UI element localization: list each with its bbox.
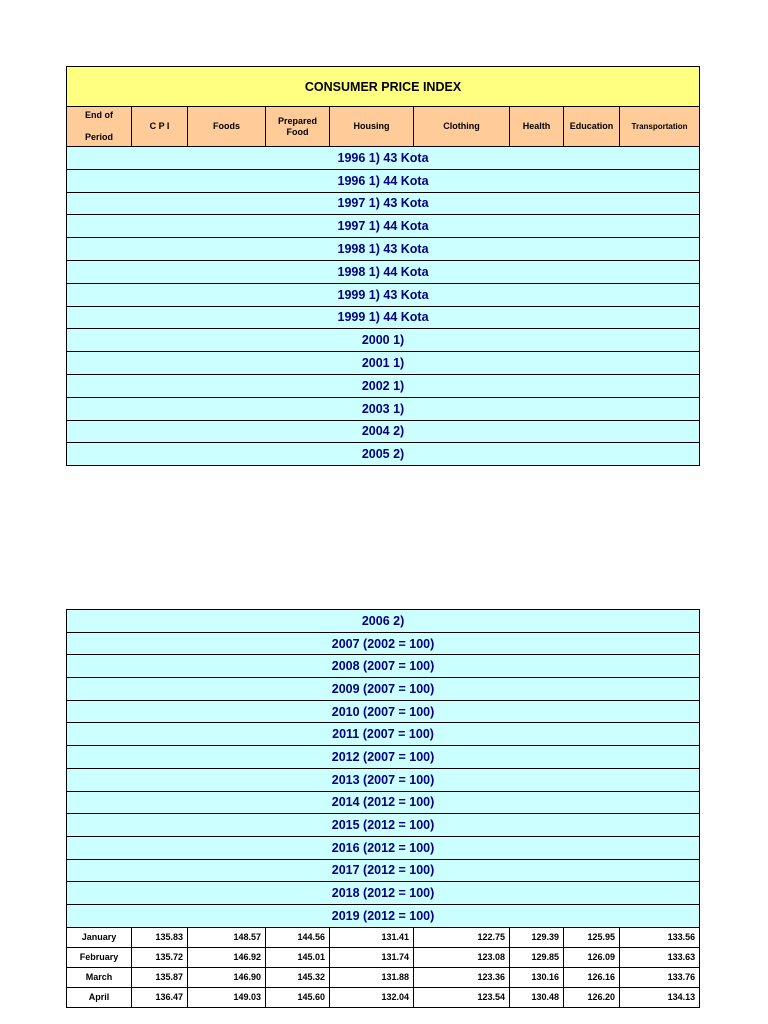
header-education: Education xyxy=(564,107,620,147)
period-row xyxy=(67,329,700,352)
cell-transportation: 133.56 xyxy=(620,927,700,947)
cpi-table-bottom xyxy=(66,609,700,1008)
cell-foods: 146.92 xyxy=(188,947,266,967)
period-row xyxy=(67,768,700,791)
period-label: 1997 1) 44 Kota xyxy=(67,215,700,238)
period-row xyxy=(67,374,700,397)
table-row xyxy=(67,987,700,1007)
header-period-line2: Period xyxy=(84,132,113,142)
period-row xyxy=(67,723,700,746)
cell-prepared-food: 145.01 xyxy=(266,947,330,967)
bottom-periods-body xyxy=(67,610,700,928)
cell-prepared-food: 145.32 xyxy=(266,967,330,987)
cpi-table-top xyxy=(66,66,700,466)
period-label: 2012 (2007 = 100) xyxy=(67,746,700,769)
cell-month: March xyxy=(67,967,132,987)
period-row xyxy=(67,791,700,814)
period-label: 2009 (2007 = 100) xyxy=(67,678,700,701)
cell-clothing: 123.36 xyxy=(414,967,510,987)
cell-foods: 146.90 xyxy=(188,967,266,987)
cell-education: 125.95 xyxy=(564,927,620,947)
cell-month: April xyxy=(67,987,132,1007)
period-row xyxy=(67,443,700,466)
period-label: 2016 (2012 = 100) xyxy=(67,836,700,859)
header-clothing: Clothing xyxy=(414,107,510,147)
period-row xyxy=(67,306,700,329)
period-row xyxy=(67,859,700,882)
header-prepared-line2: Food xyxy=(286,126,309,137)
period-label: 2001 1) xyxy=(67,352,700,375)
header-foods: Foods xyxy=(188,107,266,147)
cell-month: February xyxy=(67,947,132,967)
cell-housing: 131.74 xyxy=(330,947,414,967)
table-row xyxy=(67,967,700,987)
cell-clothing: 123.54 xyxy=(414,987,510,1007)
period-label: 2006 2) xyxy=(67,610,700,633)
period-label: 2014 (2012 = 100) xyxy=(67,791,700,814)
period-label: 1999 1) 43 Kota xyxy=(67,283,700,306)
header-housing: Housing xyxy=(330,107,414,147)
period-row xyxy=(67,238,700,261)
period-row xyxy=(67,260,700,283)
header-prepared-food xyxy=(266,107,330,147)
table-row xyxy=(67,927,700,947)
period-label: 2004 2) xyxy=(67,420,700,443)
period-row xyxy=(67,700,700,723)
period-label: 1996 1) 44 Kota xyxy=(67,169,700,192)
cell-health: 130.16 xyxy=(510,967,564,987)
period-label: 1998 1) 43 Kota xyxy=(67,238,700,261)
period-row xyxy=(67,632,700,655)
header-period xyxy=(67,107,132,147)
period-row xyxy=(67,192,700,215)
period-row xyxy=(67,746,700,769)
period-label: 2008 (2007 = 100) xyxy=(67,655,700,678)
cell-clothing: 122.75 xyxy=(414,927,510,947)
cell-housing: 131.41 xyxy=(330,927,414,947)
cell-foods: 149.03 xyxy=(188,987,266,1007)
header-prepared-line1: Prepared xyxy=(277,115,318,126)
cell-transportation: 134.13 xyxy=(620,987,700,1007)
period-row xyxy=(67,397,700,420)
period-row xyxy=(67,352,700,375)
cell-cpi: 135.83 xyxy=(132,927,188,947)
title-row xyxy=(67,67,700,107)
cell-housing: 131.88 xyxy=(330,967,414,987)
period-row xyxy=(67,882,700,905)
cell-education: 126.09 xyxy=(564,947,620,967)
period-row xyxy=(67,147,700,170)
period-row xyxy=(67,836,700,859)
period-label: 2003 1) xyxy=(67,397,700,420)
period-row xyxy=(67,655,700,678)
cell-health: 129.85 xyxy=(510,947,564,967)
header-period-line1: End of xyxy=(85,110,113,120)
period-label: 1996 1) 43 Kota xyxy=(67,147,700,170)
period-row xyxy=(67,678,700,701)
header-health: Health xyxy=(510,107,564,147)
period-label: 1997 1) 43 Kota xyxy=(67,192,700,215)
monthly-data-body xyxy=(67,927,700,1007)
cell-transportation: 133.76 xyxy=(620,967,700,987)
period-label: 2005 2) xyxy=(67,443,700,466)
period-label: 2011 (2007 = 100) xyxy=(67,723,700,746)
header-transportation: Transportation xyxy=(620,107,700,147)
cell-health: 129.39 xyxy=(510,927,564,947)
cell-housing: 132.04 xyxy=(330,987,414,1007)
period-row xyxy=(67,215,700,238)
cell-education: 126.20 xyxy=(564,987,620,1007)
cell-prepared-food: 145.60 xyxy=(266,987,330,1007)
table-title: CONSUMER PRICE INDEX xyxy=(67,67,700,107)
cell-cpi: 135.87 xyxy=(132,967,188,987)
period-label: 1998 1) 44 Kota xyxy=(67,260,700,283)
period-label: 2018 (2012 = 100) xyxy=(67,882,700,905)
cell-prepared-food: 144.56 xyxy=(266,927,330,947)
period-row xyxy=(67,904,700,927)
period-label: 2019 (2012 = 100) xyxy=(67,904,700,927)
cell-education: 126.16 xyxy=(564,967,620,987)
cell-health: 130.48 xyxy=(510,987,564,1007)
period-label: 2017 (2012 = 100) xyxy=(67,859,700,882)
period-label: 2015 (2012 = 100) xyxy=(67,814,700,837)
top-periods-body xyxy=(67,147,700,466)
period-row xyxy=(67,610,700,633)
table-row xyxy=(67,947,700,967)
period-row xyxy=(67,283,700,306)
period-row xyxy=(67,169,700,192)
cell-transportation: 133.63 xyxy=(620,947,700,967)
cell-clothing: 123.08 xyxy=(414,947,510,967)
cell-month: January xyxy=(67,927,132,947)
cell-foods: 148.57 xyxy=(188,927,266,947)
period-label: 2007 (2002 = 100) xyxy=(67,632,700,655)
header-cpi: C P I xyxy=(132,107,188,147)
period-label: 2010 (2007 = 100) xyxy=(67,700,700,723)
cell-cpi: 135.72 xyxy=(132,947,188,967)
period-label: 2002 1) xyxy=(67,374,700,397)
header-row xyxy=(67,107,700,147)
period-label: 2000 1) xyxy=(67,329,700,352)
period-row xyxy=(67,814,700,837)
period-label: 2013 (2007 = 100) xyxy=(67,768,700,791)
period-label: 1999 1) 44 Kota xyxy=(67,306,700,329)
period-row xyxy=(67,420,700,443)
cell-cpi: 136.47 xyxy=(132,987,188,1007)
